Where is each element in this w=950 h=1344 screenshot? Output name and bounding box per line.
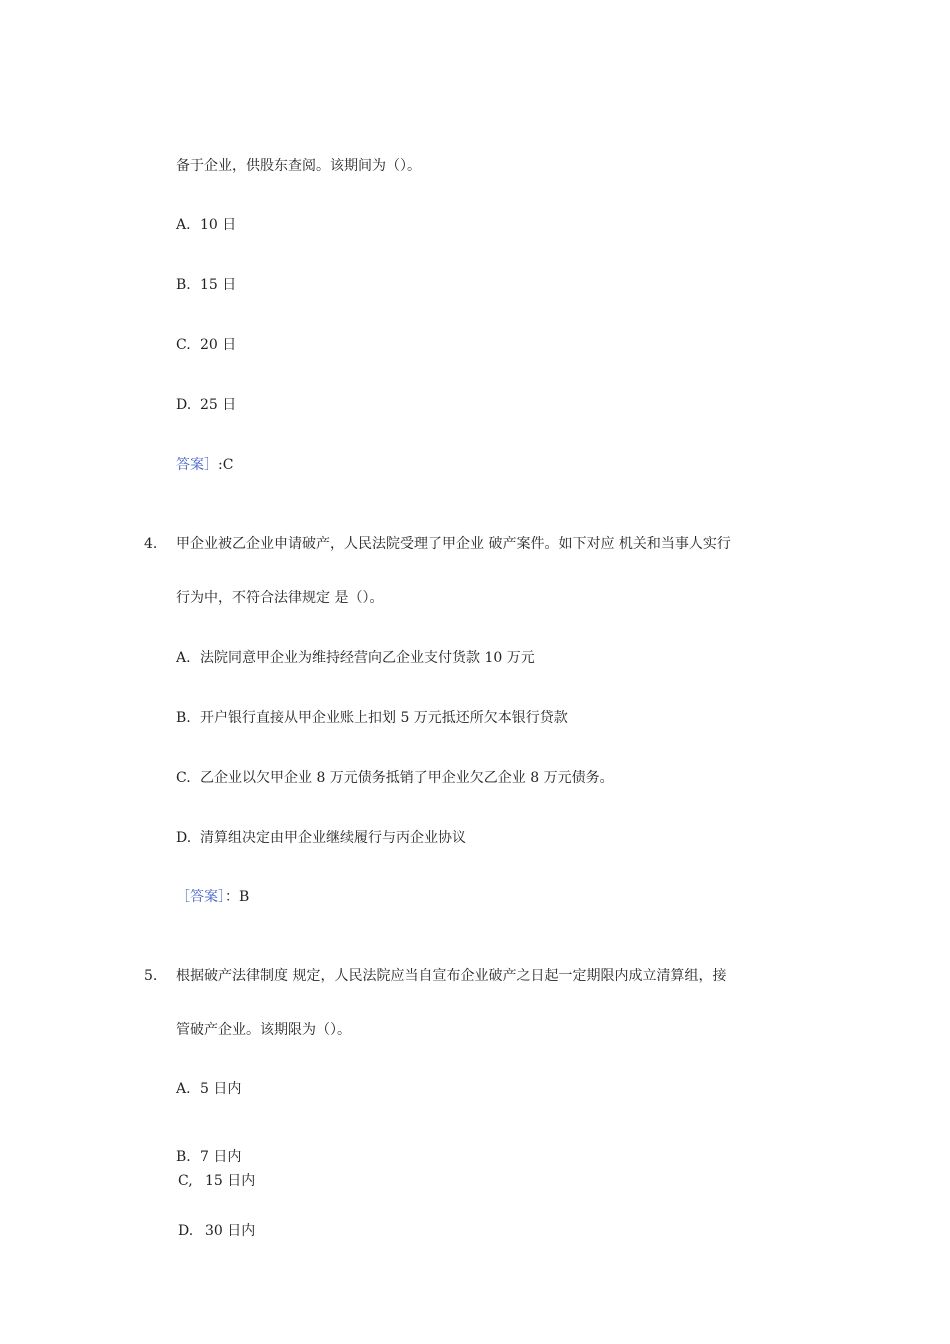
option-letter: A.: [176, 1081, 191, 1097]
option-text: 法院同意甲企业为维持经营向乙企业支付货款 10 万元: [200, 650, 535, 666]
question-3-option-d: [176, 396, 236, 414]
question-3-option-b: [176, 276, 236, 294]
option-letter: A.: [176, 217, 191, 233]
option-text: 25 日: [200, 397, 237, 413]
question-5-option-b: [176, 1148, 241, 1166]
option-text: 20 日: [200, 337, 237, 353]
question-4-option-b: [176, 709, 568, 727]
question-5-number: 5.: [144, 968, 158, 984]
question-5-option-c: [178, 1172, 255, 1190]
option-letter: B.: [176, 277, 191, 293]
option-text: 15 日内: [205, 1173, 256, 1189]
question-5-stem-line-1: 根据破产法律制度 规定，人民法院应当自宣布企业破产之日起一定期限内成立清算组，接: [176, 968, 727, 984]
option-letter: D.: [176, 397, 192, 413]
question-4-option-a: [176, 649, 535, 667]
question-3-option-c: [176, 336, 236, 354]
option-text: 清算组决定由甲企业继续履行与丙企业协议: [200, 830, 466, 846]
option-text: 7 日内: [200, 1149, 242, 1165]
question-5-stem-line-2: 管破产企业。该期限为（）。: [176, 1022, 351, 1038]
option-letter: D.: [178, 1223, 194, 1239]
question-4-option-d: [176, 829, 466, 847]
option-letter: B.: [176, 710, 191, 726]
option-text: 乙企业以欠甲企业 8 万元债务抵销了甲企业欠乙企业 8 万元债务。: [200, 770, 614, 786]
option-letter: D.: [176, 830, 192, 846]
question-3-stem-continuation: 备于企业，供股东查阅。该期间为（）。: [176, 158, 421, 174]
option-text: 30 日内: [205, 1223, 256, 1239]
question-4-stem-line-2: 行为中，不符合法律规定 是（）。: [176, 590, 384, 606]
option-text: 5 日内: [200, 1081, 242, 1097]
answer-value: ：B: [225, 889, 250, 905]
option-text: 开户银行直接从甲企业账上扣划 5 万元抵还所欠本银行贷款: [200, 710, 568, 726]
question-4-stem-line-1: 甲企业被乙企业申请破产，人民法院受理了甲企业 破产案件。如下对应 机关和当事人实行: [176, 536, 731, 552]
option-letter: C,: [178, 1173, 193, 1189]
question-4-answer: [176, 888, 249, 906]
option-text: 10 日: [200, 217, 237, 233]
answer-value: :C: [218, 457, 234, 473]
option-letter: C.: [176, 770, 191, 786]
question-3-option-a: [176, 216, 236, 234]
answer-label: 答案］: [176, 457, 218, 473]
question-4-option-c: [176, 769, 614, 787]
option-letter: A.: [176, 650, 191, 666]
option-letter: B.: [176, 1149, 191, 1165]
answer-label: ［答案］: [176, 889, 225, 905]
question-4-number: 4.: [144, 536, 158, 552]
question-5-option-d: [178, 1222, 255, 1240]
question-3-answer: [176, 456, 233, 474]
option-letter: C.: [176, 337, 191, 353]
question-5-option-a: [176, 1080, 241, 1098]
option-text: 15 日: [200, 277, 237, 293]
